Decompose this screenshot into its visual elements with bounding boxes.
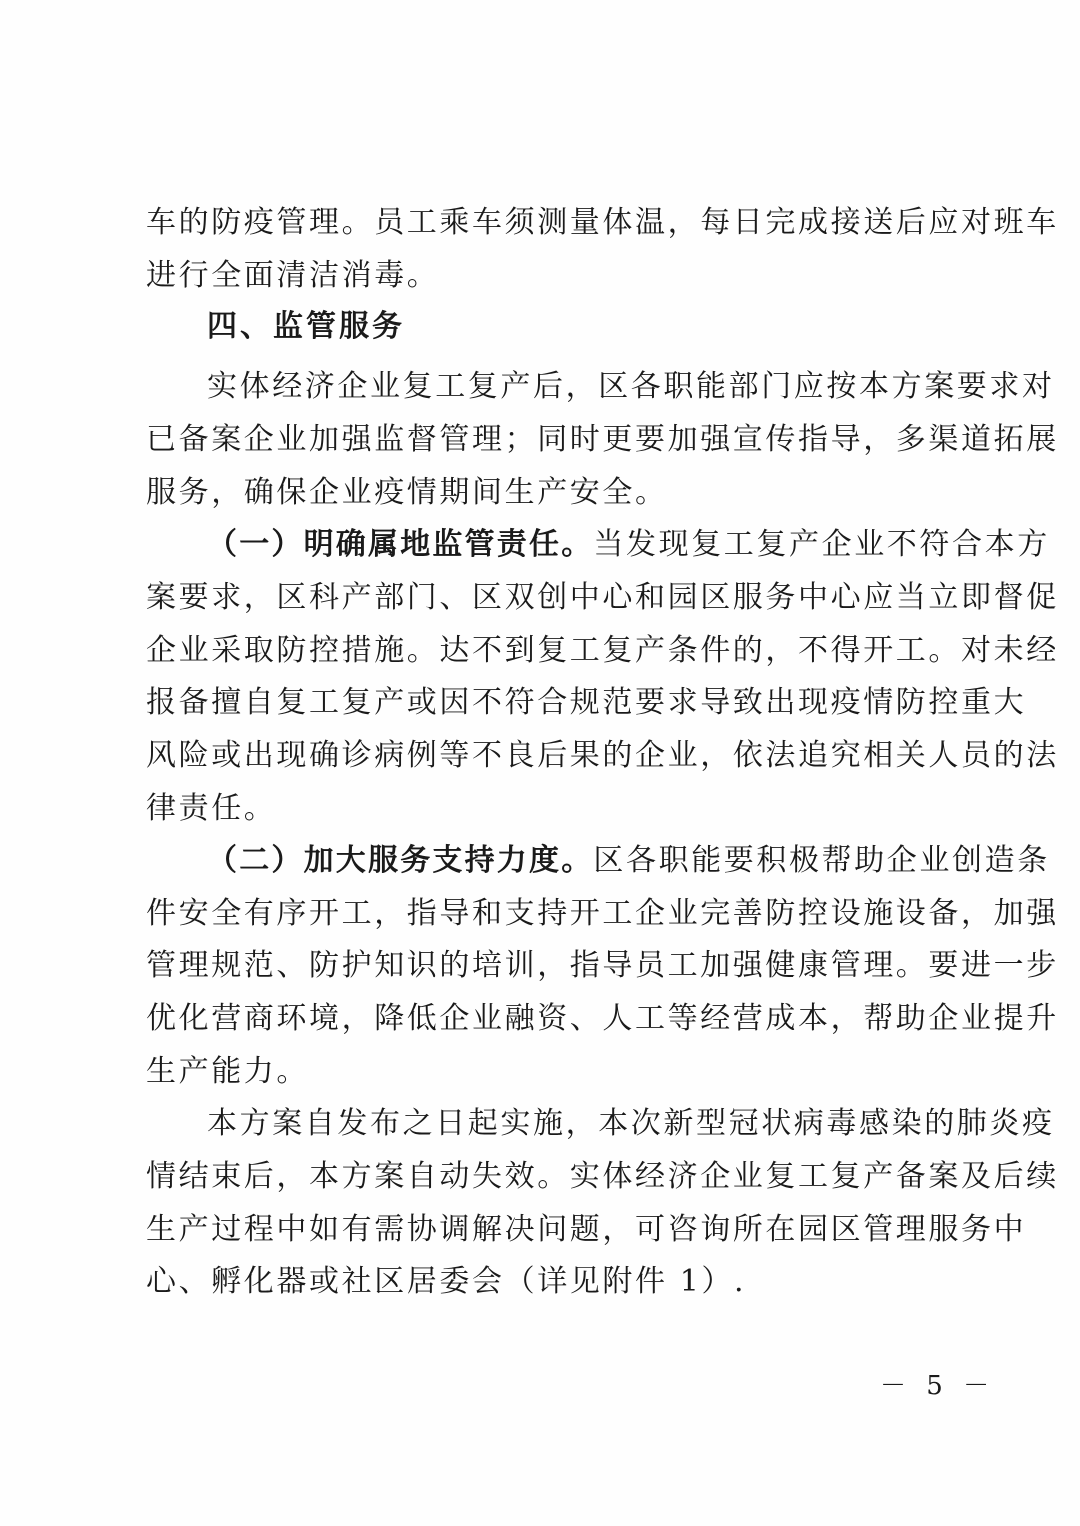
paragraph-line: 件安全有序开工，指导和支持开工企业完善防控设施设备，加强: [146, 896, 1059, 931]
paragraph-line: 风险或出现确诊病例等不良后果的企业，依法追究相关人员的法: [146, 738, 1059, 773]
item-first-line: [207, 841, 1050, 881]
item-first-line: [207, 525, 1050, 565]
paragraph-line: 生产过程中如有需协调解决问题，可咨询所在园区管理服务中: [146, 1212, 1027, 1247]
paragraph-line: 心、孵化器或社区居委会（详见附件 1）.: [146, 1264, 747, 1299]
item-text: 当发现复工复产企业不符合本方: [593, 527, 1050, 562]
paragraph-line: 优化营商环境，降低企业融资、人工等经营成本，帮助企业提升: [146, 1001, 1059, 1036]
paragraph-line: 实体经济企业复工复产后，区各职能部门应按本方案要求对: [207, 369, 1055, 404]
paragraph-line: 生产能力。: [146, 1054, 309, 1089]
section-heading: 四、监管服务: [207, 309, 405, 344]
item-text: 区各职能要积极帮助企业创造条: [593, 843, 1050, 878]
item-title: （二）加大服务支持力度。: [207, 843, 594, 878]
paragraph-line: 服务，确保企业疫情期间生产安全。: [146, 475, 668, 510]
paragraph-line: 进行全面清洁消毒。: [146, 258, 440, 293]
page-number: － 5 －: [880, 1371, 996, 1401]
item-title: （一）明确属地监管责任。: [207, 527, 594, 562]
paragraph-line: 管理规范、防护知识的培训，指导员工加强健康管理。要进一步: [146, 948, 1059, 983]
paragraph-line: 案要求，区科产部门、区双创中心和园区服务中心应当立即督促: [146, 580, 1059, 615]
paragraph-line: 律责任。: [146, 791, 277, 826]
paragraph-line: 已备案企业加强监督管理；同时更要加强宣传指导，多渠道拓展: [146, 422, 1059, 457]
paragraph-line: 报备擅自复工复产或因不符合规范要求导致出现疫情防控重大: [146, 685, 1027, 720]
paragraph-line: 情结束后，本方案自动失效。实体经济企业复工复产备案及后续: [146, 1159, 1059, 1194]
paragraph-line: 本方案自发布之日起实施，本次新型冠状病毒感染的肺炎疫: [207, 1106, 1055, 1141]
paragraph-line: 车的防疫管理。员工乘车须测量体温，每日完成接送后应对班车: [146, 205, 1059, 240]
paragraph-line: 企业采取防控措施。达不到复工复产条件的，不得开工。对未经: [146, 633, 1059, 668]
